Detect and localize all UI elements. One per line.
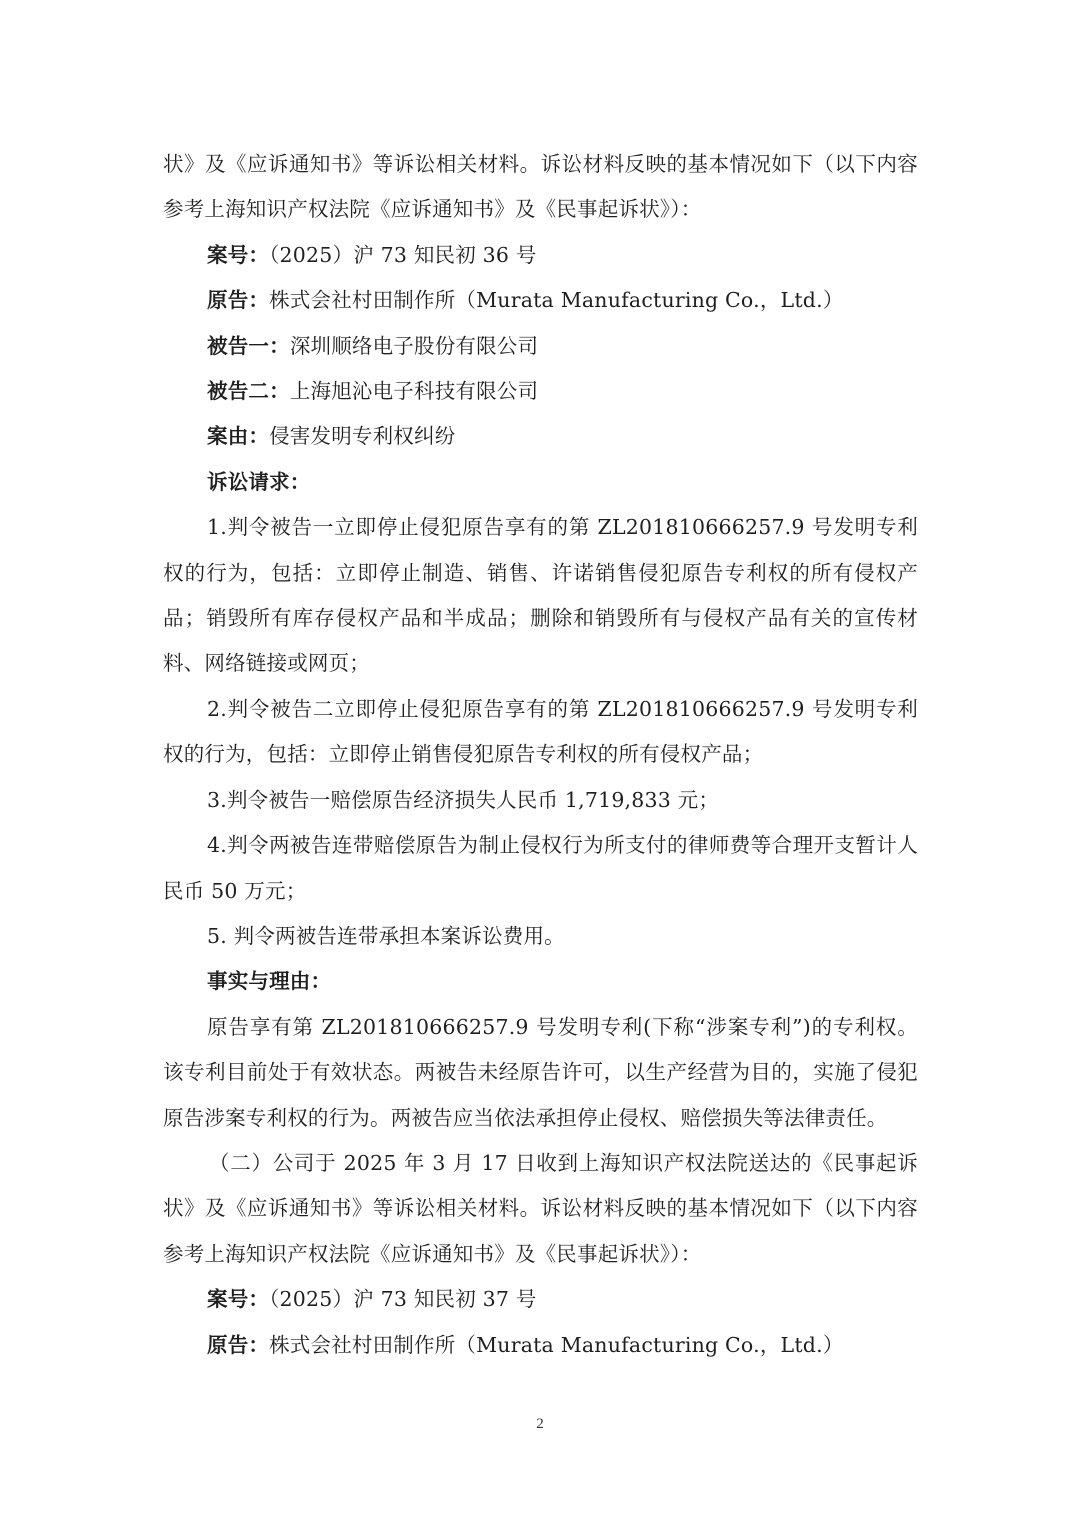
case1-defendant-one: [163, 324, 918, 369]
page-number: 2: [536, 1416, 544, 1432]
intro-continuation: 状》及《应诉通知书》等诉讼相关材料。诉讼材料反映的基本情况如下（以下内容参考上海知识产权法院《应诉通知书》及《民事起诉状》）：: [163, 152, 918, 222]
case-number-value: （2025）沪 73 知民初 36 号: [269, 242, 537, 267]
case2-plaintiff: [163, 1323, 918, 1368]
case-number-label: 案号：: [207, 1287, 270, 1312]
defendant-one-label: 被告一：: [207, 333, 290, 358]
claim-item-5: 5. 判令两被告连带承担本案诉讼费用。: [207, 923, 565, 948]
case1-plaintiff: [163, 278, 918, 323]
plaintiff-value: 株式会社村田制作所（Murata Manufacturing Co.，Ltd.）: [269, 288, 844, 313]
claim-item-2: 2.判令被告二立即停止侵犯原告享有的第 ZL201810666257.9 号发明专利权的行为，包括：立即停止销售侵犯原告专利权的所有侵权产品；: [163, 696, 918, 767]
defendant-two-label: 被告二：: [207, 379, 290, 404]
case1-defendant-two: [163, 369, 918, 414]
facts-heading: 事实与理由：: [207, 969, 332, 994]
cause-label: 案由：: [207, 424, 270, 449]
claims-heading: 诉讼请求：: [207, 469, 311, 494]
cause-value: 侵害发明专利权纠纷: [269, 424, 456, 449]
case-number-label: 案号：: [207, 242, 270, 267]
claim-item-1: 1.判令被告一立即停止侵犯原告享有的第 ZL201810666257.9 号发明专利权的行为，包括：立即停止制造、销售、许诺销售侵犯原告专利权的所有侵权产品；销毁所有库存侵权产品和半成品；删除和销毁所有与侵权产品有关的宣传材料、网络链接或网页；: [163, 515, 918, 676]
claim-item-3: 3.判令被告一赔偿原告经济损失人民币 1,719,833 元；: [207, 787, 720, 812]
case1-cause: [163, 414, 918, 459]
case1-case-number: [163, 233, 918, 278]
claim-item-4: 4.判令两被告连带赔偿原告为制止侵权行为所支付的律师费等合理开支暂计人民币 50 万元；: [163, 833, 918, 903]
facts-paragraph: 原告享有第 ZL201810666257.9 号发明专利(下称“涉案专利”)的专利权。该专利目前处于有效状态。两被告未经原告许可，以生产经营为目的，实施了侵犯原告涉案专利权的行为。两被告应当依法承担停止侵权、赔偿损失等法律责任。: [163, 1014, 918, 1130]
plaintiff-label: 原告：: [207, 288, 270, 313]
plaintiff-value: 株式会社村田制作所（Murata Manufacturing Co.，Ltd.）: [269, 1332, 844, 1357]
case2-case-number: [163, 1277, 918, 1322]
document-body: [163, 142, 918, 1368]
section-two-intro: （二）公司于 2025 年 3 月 17 日收到上海知识产权法院送达的《民事起诉状》及《应诉通知书》等诉讼相关材料。诉讼材料反映的基本情况如下（以下内容参考上海知识产权法院《应诉通知书》及《民事起诉状》）：: [163, 1150, 918, 1266]
case-number-value: （2025）沪 73 知民初 37 号: [269, 1287, 537, 1312]
defendant-two-value: 上海旭沁电子科技有限公司: [289, 379, 539, 404]
plaintiff-label: 原告：: [207, 1332, 270, 1357]
defendant-one-value: 深圳顺络电子股份有限公司: [289, 333, 539, 358]
